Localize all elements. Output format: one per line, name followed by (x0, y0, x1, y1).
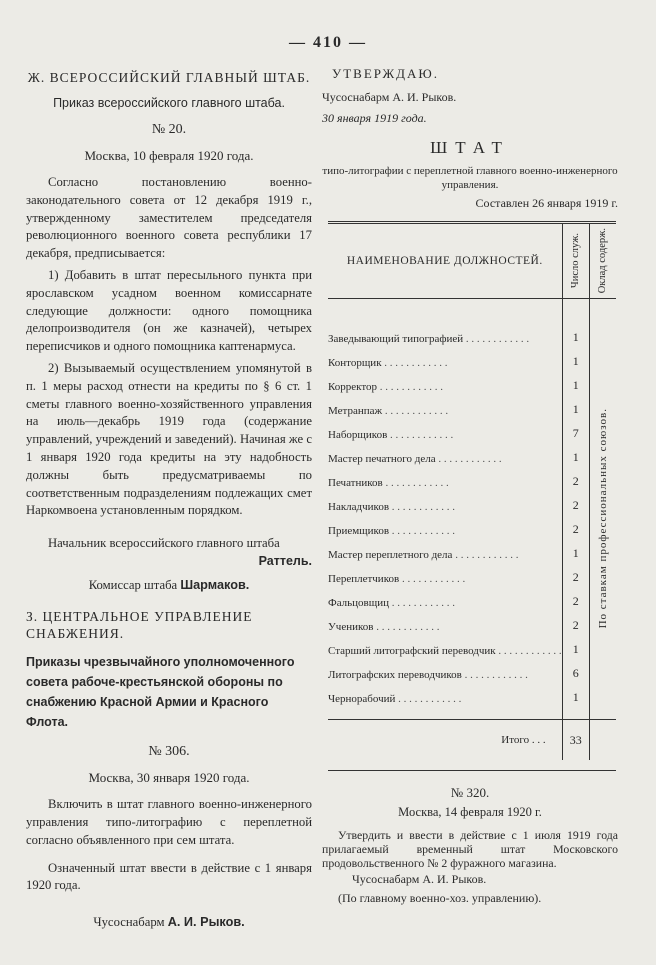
table-row (328, 393, 616, 417)
column-header-count: Число служ. (562, 223, 589, 299)
position-label: Фальцовщиц (328, 597, 389, 609)
position-name: Мастер печатного дела . . . . . . . . . . . . (328, 453, 502, 465)
salary-note-cell (589, 299, 616, 720)
position-count: 2 (562, 609, 589, 633)
signature-rykov (26, 913, 312, 931)
position-name: Переплетчиков . . . . . . . . . . . . (328, 573, 466, 585)
position-count: 2 (562, 489, 589, 513)
order-date: Москва, 30 января 1920 года. (88, 770, 250, 786)
position-count: 1 (562, 345, 589, 369)
approval-heading: УТВЕРЖДАЮ. (332, 66, 440, 81)
position-name: Печатников . . . . . . . . . . . . (328, 477, 449, 489)
position-count: 1 (562, 537, 589, 561)
table-row (328, 585, 616, 609)
table-row (328, 561, 616, 585)
total-row (328, 720, 616, 761)
table-row (328, 489, 616, 513)
position-name: Мастер переплетного дела . . . . . . . . . . . . (328, 549, 519, 561)
signature-title: Начальник всероссийского главного штаба (48, 536, 280, 551)
position-count: 2 (562, 465, 589, 489)
salary-note: По ставкам профессиональных союзов. (596, 408, 609, 629)
position-label: Чернорабочий (328, 693, 396, 705)
paragraph: Включить в штат главного военно-инженерного управления типо-литографию с переплетной согласно объявленного при сем штата. (26, 797, 312, 847)
position-name: Корректор . . . . . . . . . . . . (328, 381, 444, 393)
staff-subtitle: типо-литографии с переплетной главного военно-инженерного управления. (322, 165, 618, 191)
staff-title: ШТАТ (430, 138, 510, 157)
table-bottom-rule (328, 760, 616, 771)
department-note: (По главному военно-хоз. управлению). (338, 891, 542, 905)
position-name: Наборщиков . . . . . . . . . . . . (328, 429, 454, 441)
table-row (328, 345, 616, 369)
table-row (328, 681, 616, 705)
paragraph: 1) Добавить в штат пересыльного пункта при ярославском усадном военном комиссарнате следующие должности: одного помощника делопроизводителя (он же казначей), четырех переписчиков и одного помощника каптенармуса. (26, 267, 312, 354)
paragraph: 2) Вызываемый осуществлением упомянутой в п. 1 меры расход отнести на кредиты по § 6 ст. 1 сметы главного военно-хозяйственного управления на июль—декабрь 1919 года (содержание управлений, учреждений и заведений). Начиная же с 1 января 1920 года кредиты на эту надобность должны быть предусматриваемы по соответственным подразделениям подлежащих смет Наркомвоена установленным порядком. (26, 360, 312, 518)
position-name: Чернорабочий . . . . . . . . . . . . (328, 693, 462, 705)
staff-table (328, 221, 616, 771)
order-date: Москва, 10 февраля 1920 года. (84, 148, 254, 163)
table-header (328, 223, 616, 299)
table-row (328, 633, 616, 657)
left-column (26, 66, 312, 931)
position-label: Метранпаж (328, 405, 383, 417)
table-row (328, 369, 616, 393)
signature-title: Комиссар штаба (88, 578, 178, 593)
position-count: 2 (562, 561, 589, 585)
section-heading-zh: Ж. ВСЕРОССИЙСКИЙ ГЛАВНЫЙ ШТАБ. (27, 70, 311, 85)
position-count: 1 (562, 441, 589, 465)
position-count: 1 (562, 299, 589, 346)
column-header-salary: Оклад содерж. (589, 223, 616, 299)
position-count: 1 (562, 633, 589, 657)
order-heading: Приказы чрезвычайного уполномоченного совета рабоче-крестьянской обороны по снабжению Красной Армии и Красного Флота. (26, 655, 295, 730)
table-row (328, 441, 616, 465)
position-name: Литографских переводчиков . . . . . . . . . . . . (328, 669, 528, 681)
position-count: 2 (562, 513, 589, 537)
position-name: Приемщиков . . . . . . . . . . . . (328, 525, 456, 537)
page-number: — 410 — (289, 34, 367, 51)
position-count: 1 (562, 393, 589, 417)
right-column (322, 66, 618, 906)
table-row (328, 299, 616, 346)
order-number: № 306. (148, 744, 190, 760)
table-row (328, 465, 616, 489)
position-count: 1 (562, 369, 589, 393)
approval-date: 30 января 1919 года. (322, 111, 427, 125)
order-number: № 20. (151, 122, 187, 137)
order-date: Москва, 14 февраля 1920 г. (398, 805, 542, 819)
position-count: 2 (562, 585, 589, 609)
staff-compiled-date: Составлен 26 января 1919 г. (475, 196, 618, 210)
signature-name: А. И. Рыков. (167, 915, 245, 930)
position-name: Конторщик . . . . . . . . . . . . (328, 357, 448, 369)
position-label: Накладчиков (328, 501, 390, 513)
paragraph: Означенный штат ввести в действие с 1 января 1920 года. (26, 860, 312, 893)
position-label: Литографских переводчиков (328, 669, 462, 681)
position-count: 7 (562, 417, 589, 441)
approver: Чусоснабарм А. И. Рыков. (322, 90, 457, 104)
table-row (328, 609, 616, 633)
signature-title: Чусоснабарм (93, 915, 165, 930)
table-row (328, 513, 616, 537)
total-salary (589, 720, 616, 761)
signature-commissar (26, 576, 312, 594)
position-label: Приемщиков (328, 525, 390, 537)
signature-name: Раттель. (258, 554, 312, 569)
position-label: Наборщиков (328, 429, 388, 441)
paragraph: Утвердить и ввести в действие с 1 июля 1919 года прилагаемый временный штат Московского продовольственного № 2 фуражного магазина. (322, 828, 618, 870)
position-label: Старший литографский переводчик (328, 645, 496, 657)
total-label: Итого . . . (328, 720, 562, 761)
position-name: Метранпаж . . . . . . . . . . . . (328, 405, 449, 417)
total-value: 33 (562, 720, 589, 761)
position-name: Фальцовщиц . . . . . . . . . . . . (328, 597, 455, 609)
position-label: Печатников (328, 477, 383, 489)
position-name: Старший литографский переводчик . . . . . . . . . . . . (328, 645, 562, 657)
signature-rykov: Чусоснабарм А. И. Рыков. (352, 872, 487, 886)
position-label: Мастер переплетного дела (328, 549, 453, 561)
position-label: Переплетчиков (328, 573, 400, 585)
paragraph: Согласно постановлению военно-законодательного совета от 12 декабря 1919 г., утвержденному заместителем председателя революционного военного совета республики 17 декабря, предписывается: (26, 175, 312, 261)
section-heading-z: З. ЦЕНТРАЛЬНОЕ УПРАВЛЕНИЕ СНАБЖЕНИЯ. (26, 609, 253, 642)
column-header-name: НАИМЕНОВАНИЕ ДОЛЖНОСТЕЙ. (328, 223, 562, 299)
position-label: Заведывающий типографией (328, 333, 464, 345)
position-label: Конторщик (328, 357, 382, 369)
position-count: 1 (562, 681, 589, 705)
table-row (328, 537, 616, 561)
position-label: Корректор (328, 381, 378, 393)
table-row (328, 657, 616, 681)
position-name: Накладчиков . . . . . . . . . . . . (328, 501, 456, 513)
position-name: Учеников . . . . . . . . . . . . (328, 621, 440, 633)
order-number: № 320. (450, 785, 490, 800)
position-label: Мастер печатного дела (328, 453, 436, 465)
table-body (328, 299, 616, 771)
position-label: Учеников (328, 621, 374, 633)
position-name: Заведывающий типографией . . . . . . . . . . . . (328, 333, 530, 345)
position-count: 6 (562, 657, 589, 681)
table-row (328, 417, 616, 441)
order-heading: Приказ всероссийского главного штаба. (53, 96, 285, 110)
spacer-row (328, 705, 616, 720)
signature-name: Шармаков. (180, 578, 250, 593)
